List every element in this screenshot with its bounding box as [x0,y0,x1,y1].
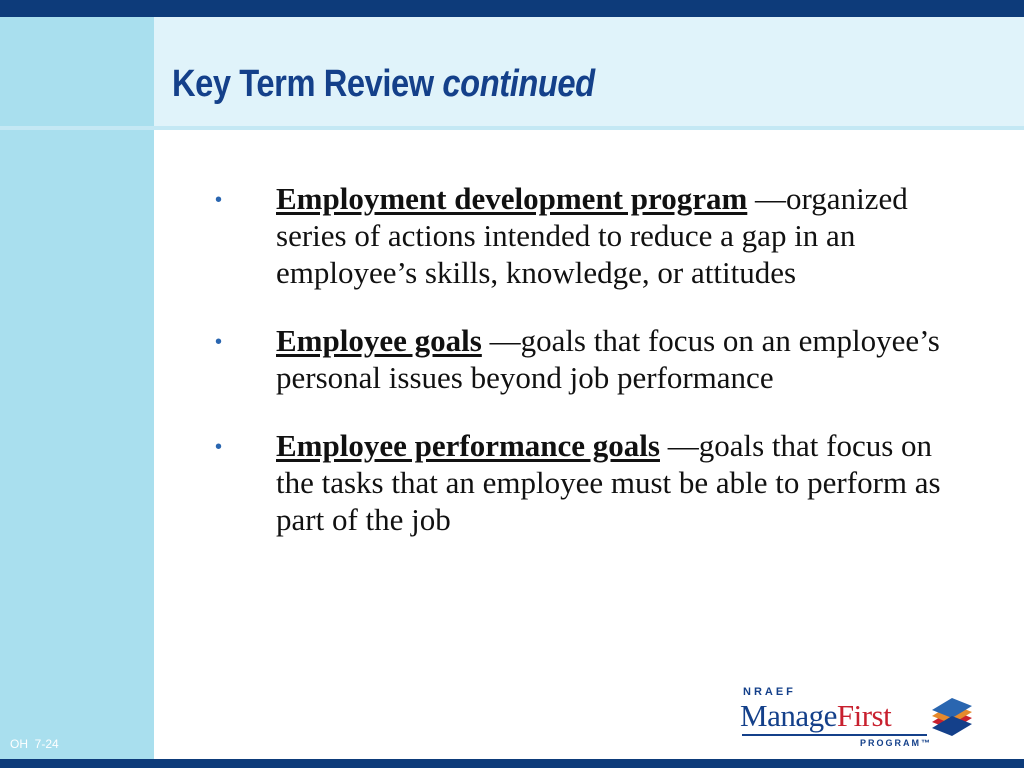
key-term-definition: —goals that focus on the tasks that an employee must be able to perform as part of the job [276,428,941,537]
title-divider [0,126,1024,130]
bullet-dot-icon: • [215,436,223,458]
logo-wordmark-part2: First [836,698,892,733]
logo-underline [742,734,927,736]
key-term: Employment development program [276,181,748,216]
key-term-definition: —goals that focus on an employee’s personal issues beyond job performance [276,323,940,395]
logo-wordmark-part1: Manage [740,698,837,733]
key-term-item [215,180,945,291]
bullet-dot-icon: • [215,331,223,353]
key-term-definition: —organized series of actions intended to reduce a gap in an employee’s skills, knowledge, or attitudes [276,181,908,290]
slide-title-emphasis: continued [442,63,595,105]
bottom-frame-bar [0,759,1024,768]
key-term-item [215,427,945,538]
key-term-item [215,322,945,396]
key-term: Employee goals [276,323,482,358]
top-frame-bar [0,0,1024,17]
managefirst-logo [740,686,990,752]
key-term: Employee performance goals [276,428,660,463]
logo-wordmark [740,698,891,734]
slide-number: OH 7-24 [10,737,59,751]
stacked-stripes-icon [928,694,978,738]
slide-title-text: Key Term Review [172,63,443,105]
logo-org-name: NRAEF [743,686,796,698]
logo-program-label: PROGRAM™ [860,738,932,748]
key-term-list [215,180,945,538]
slide-title [172,64,595,106]
bullet-dot-icon: • [215,189,223,211]
